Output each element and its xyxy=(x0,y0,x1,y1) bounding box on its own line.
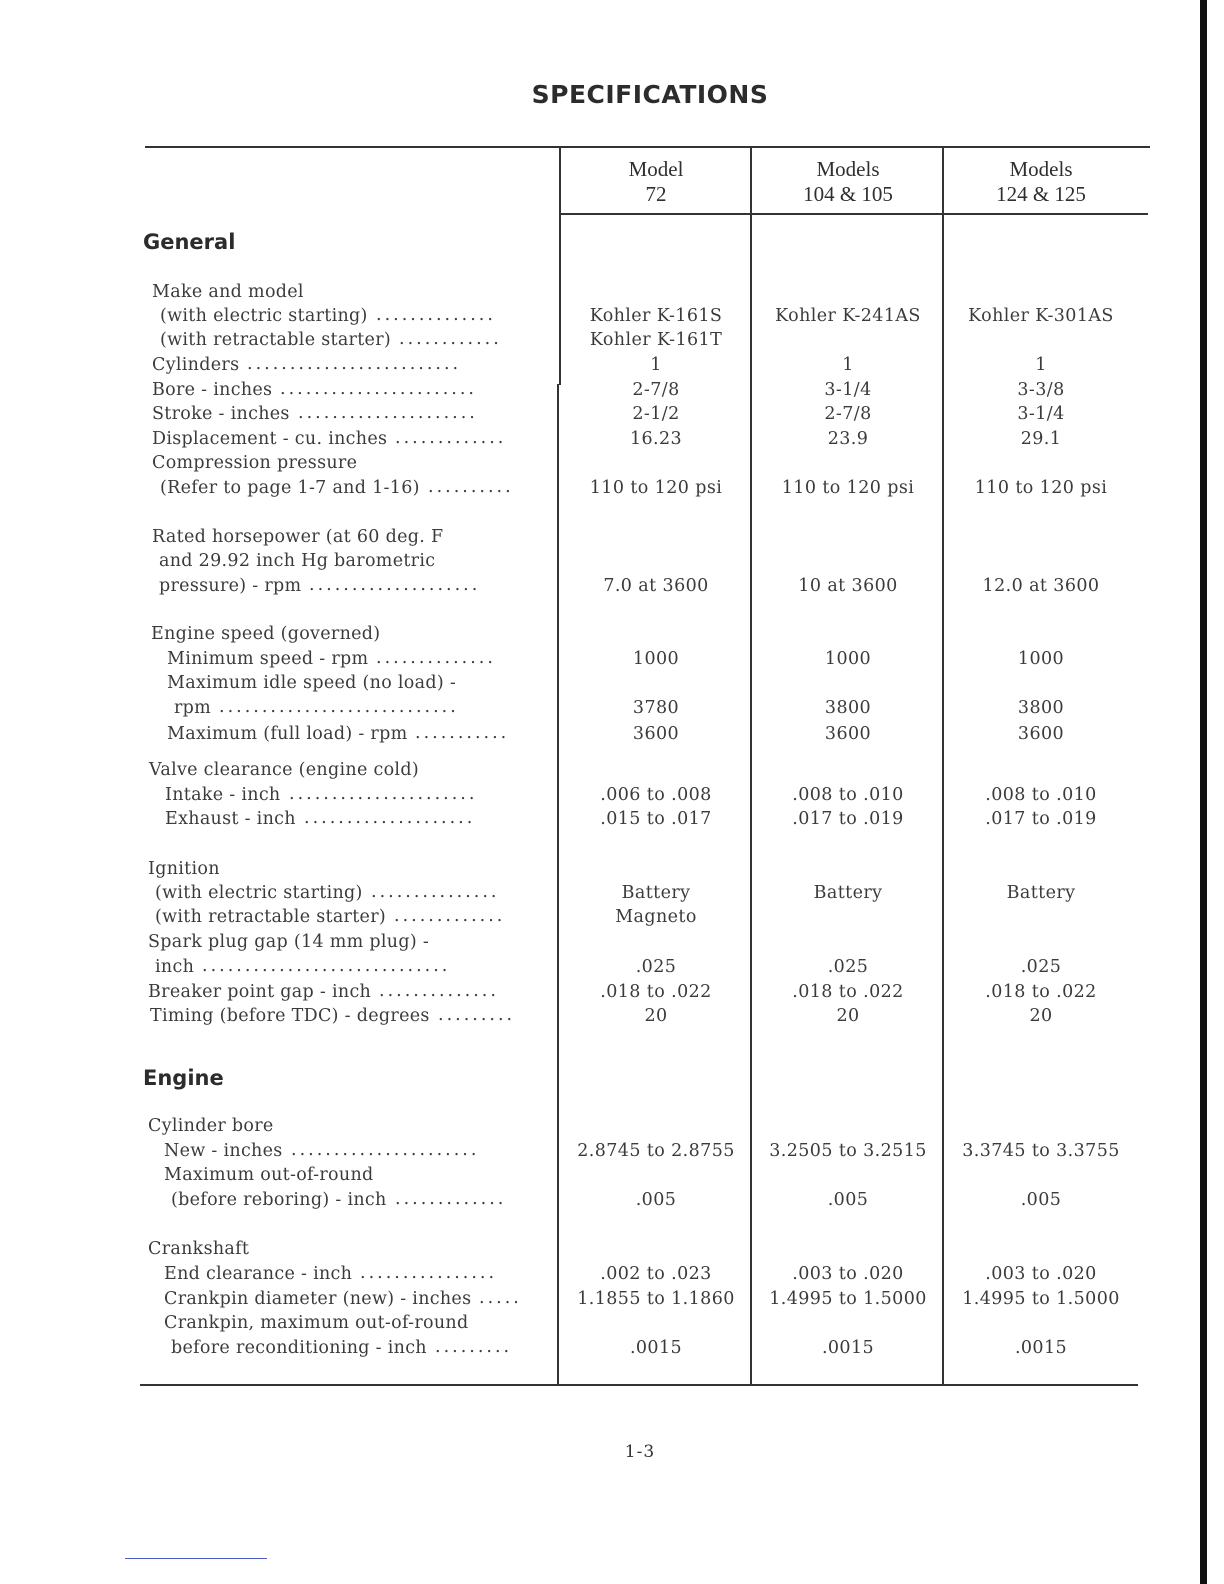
spec-label: End clearance - inch xyxy=(164,1264,353,1284)
spec-value: Kohler K-161S xyxy=(589,306,723,326)
spec-value: .025 xyxy=(1020,957,1062,977)
spec-value: 3600 xyxy=(632,724,680,744)
spec-value: Battery xyxy=(813,883,883,903)
spec-value: .003 to .020 xyxy=(792,1264,904,1284)
spec-value: Battery xyxy=(1006,883,1076,903)
header-line: 104 & 105 xyxy=(803,182,893,206)
spec-label: Crankpin diameter (new) - inches xyxy=(164,1289,472,1309)
spec-value: 3600 xyxy=(1017,724,1065,744)
dot-leader: ........... xyxy=(415,723,510,743)
spec-label: Crankshaft xyxy=(148,1239,250,1259)
spec-value: Kohler K-301AS xyxy=(968,306,1114,326)
spec-value: .017 to .019 xyxy=(792,809,904,829)
header-line: 72 xyxy=(645,182,667,206)
page-title: SPECIFICATIONS xyxy=(531,80,769,109)
dot-leader: ............................. xyxy=(202,956,451,976)
spec-value: 2-7/8 xyxy=(632,380,680,400)
dot-leader: .......... xyxy=(428,477,514,497)
spec-label: (before reboring) - inch xyxy=(171,1190,387,1210)
spec-value: 3800 xyxy=(1017,698,1065,718)
dot-leader: ..................... xyxy=(298,403,478,423)
spec-label: (with retractable starter) xyxy=(155,907,387,927)
spec-value: 3-3/8 xyxy=(1017,380,1065,400)
spec-label: New - inches xyxy=(164,1141,283,1161)
spec-value: 110 to 120 psi xyxy=(781,478,915,498)
spec-label: Crankpin, maximum out-of-round xyxy=(164,1313,469,1333)
spec-value: 20 xyxy=(836,1006,860,1026)
spec-label: Rated horsepower (at 60 deg. F xyxy=(152,527,444,547)
spec-label: Cylinder bore xyxy=(148,1116,274,1136)
spec-value: .003 to .020 xyxy=(985,1264,1097,1284)
spec-value: Magneto xyxy=(615,907,697,927)
dot-leader: ..... xyxy=(479,1288,522,1308)
spec-value: .0015 xyxy=(629,1338,683,1358)
spec-label: (Refer to page 1-7 and 1-16) xyxy=(160,478,420,498)
section-general: General xyxy=(143,230,236,254)
spec-value: .018 to .022 xyxy=(600,982,712,1002)
dot-leader: ....................... xyxy=(280,379,477,399)
header-line: Models xyxy=(816,157,880,181)
spec-label: Maximum idle speed (no load) - xyxy=(167,673,457,693)
spec-label: (with electric starting) xyxy=(155,883,363,903)
spec-label: inch xyxy=(155,957,195,977)
spec-label: Cylinders xyxy=(152,355,240,375)
spec-value: 3.3745 to 3.3755 xyxy=(962,1141,1120,1161)
spec-label: Ignition xyxy=(148,859,220,879)
spec-label: Exhaust - inch xyxy=(165,809,296,829)
spec-value: 2.8745 to 2.8755 xyxy=(577,1141,735,1161)
spec-value: 29.1 xyxy=(1020,429,1062,449)
table-top-rule xyxy=(145,146,1150,148)
spec-label: (with retractable starter) xyxy=(160,330,392,350)
dot-leader: .............. xyxy=(376,305,496,325)
dot-leader: .............. xyxy=(379,981,499,1001)
spec-value: .025 xyxy=(635,957,677,977)
spec-value: 23.9 xyxy=(827,429,869,449)
spec-value: 3600 xyxy=(824,724,872,744)
table-bottom-rule xyxy=(140,1384,1138,1386)
spec-label: Minimum speed - rpm xyxy=(167,649,369,669)
spec-value: 3-1/4 xyxy=(1017,404,1065,424)
spec-value: 1.4995 to 1.5000 xyxy=(962,1289,1120,1309)
spec-label: Valve clearance (engine cold) xyxy=(149,760,419,780)
spec-value: .006 to .008 xyxy=(600,785,712,805)
dot-leader: ............ xyxy=(399,329,502,349)
spec-value: 7.0 at 3600 xyxy=(603,576,709,596)
header-line: 124 & 125 xyxy=(996,182,1086,206)
spec-value: .025 xyxy=(827,957,869,977)
spec-label: Compression pressure xyxy=(152,453,358,473)
spec-value: 10 at 3600 xyxy=(798,576,898,596)
spec-value: .005 xyxy=(1020,1190,1062,1210)
spec-value: Kohler K-241AS xyxy=(775,306,921,326)
spec-label: before reconditioning - inch xyxy=(171,1338,427,1358)
spec-value: 3800 xyxy=(824,698,872,718)
footnote-rule xyxy=(125,1558,267,1559)
spec-label: Spark plug gap (14 mm plug) - xyxy=(148,932,430,952)
spec-label: Maximum (full load) - rpm xyxy=(167,724,408,744)
spec-value: 110 to 120 psi xyxy=(589,478,723,498)
spec-value: .0015 xyxy=(1014,1338,1068,1358)
spec-value: .005 xyxy=(827,1190,869,1210)
dot-leader: ......... xyxy=(435,1337,513,1357)
spec-value: 12.0 at 3600 xyxy=(982,576,1100,596)
dot-leader: ............................ xyxy=(219,697,459,717)
dot-leader: ............. xyxy=(394,906,506,926)
dot-leader: ............. xyxy=(395,1189,507,1209)
spec-value: 2-1/2 xyxy=(632,404,680,424)
col-divider-1b xyxy=(557,384,559,1385)
spec-label: (with electric starting) xyxy=(160,306,368,326)
spec-value: 20 xyxy=(644,1006,668,1026)
dot-leader: ...................... xyxy=(289,784,478,804)
header-line: Model xyxy=(628,157,684,181)
spec-label: rpm xyxy=(174,698,212,718)
dot-leader: ................ xyxy=(360,1263,498,1283)
dot-leader: .................... xyxy=(309,575,481,595)
spec-value: 3-1/4 xyxy=(824,380,872,400)
spec-value: 20 xyxy=(1029,1006,1053,1026)
dot-leader: ......................... xyxy=(247,354,462,374)
header-line: Models xyxy=(1009,157,1073,181)
dot-leader: .............. xyxy=(376,648,496,668)
spec-value: .018 to .022 xyxy=(792,982,904,1002)
spec-value: 2-7/8 xyxy=(824,404,872,424)
section-engine: Engine xyxy=(143,1066,224,1090)
spec-label: Displacement - cu. inches xyxy=(152,429,388,449)
column-header-models-104-105 xyxy=(752,157,944,207)
spec-label: Bore - inches xyxy=(152,380,273,400)
dot-leader: ...................... xyxy=(291,1140,480,1160)
spec-value: 1.1855 to 1.1860 xyxy=(577,1289,735,1309)
column-header-models-124-125 xyxy=(944,157,1138,207)
spec-label: Breaker point gap - inch xyxy=(148,982,372,1002)
dot-leader: ............. xyxy=(395,428,507,448)
spec-value: 3780 xyxy=(632,698,680,718)
dot-leader: ......... xyxy=(438,1005,516,1025)
spec-label: pressure) - rpm xyxy=(159,576,302,596)
spec-value: .008 to .010 xyxy=(792,785,904,805)
page-number: 1-3 xyxy=(624,1442,656,1462)
spec-label: Timing (before TDC) - degrees xyxy=(150,1006,430,1026)
column-header-model-72 xyxy=(561,157,751,207)
spec-value: 1.4995 to 1.5000 xyxy=(769,1289,927,1309)
dot-leader: .................... xyxy=(304,808,476,828)
spec-value: 1000 xyxy=(824,649,872,669)
spec-value: .008 to .010 xyxy=(985,785,1097,805)
spec-value: .018 to .022 xyxy=(985,982,1097,1002)
spec-value: 1 xyxy=(1035,355,1047,375)
spec-value: 1 xyxy=(650,355,662,375)
spec-label: and 29.92 inch Hg barometric xyxy=(159,551,436,571)
spec-label: Engine speed (governed) xyxy=(151,624,381,644)
spec-value: 110 to 120 psi xyxy=(974,478,1108,498)
spec-label: Maximum out-of-round xyxy=(164,1165,374,1185)
spec-label: Intake - inch xyxy=(165,785,281,805)
spec-value: .015 to .017 xyxy=(600,809,712,829)
spec-value: 3.2505 to 3.2515 xyxy=(769,1141,927,1161)
spec-value: 1000 xyxy=(632,649,680,669)
spec-value: .017 to .019 xyxy=(985,809,1097,829)
spec-value: .0015 xyxy=(821,1338,875,1358)
spec-value: .002 to .023 xyxy=(600,1264,712,1284)
scan-edge xyxy=(1200,0,1207,1584)
spec-label: Make and model xyxy=(152,282,304,302)
header-bottom-rule xyxy=(560,213,1148,215)
spec-value: Battery xyxy=(621,883,691,903)
spec-value: 1 xyxy=(842,355,854,375)
spec-value: 16.23 xyxy=(629,429,683,449)
dot-leader: ............... xyxy=(371,882,500,902)
spec-value: 1000 xyxy=(1017,649,1065,669)
spec-value: .005 xyxy=(635,1190,677,1210)
spec-value: Kohler K-161T xyxy=(589,330,723,350)
spec-label: Stroke - inches xyxy=(152,404,290,424)
